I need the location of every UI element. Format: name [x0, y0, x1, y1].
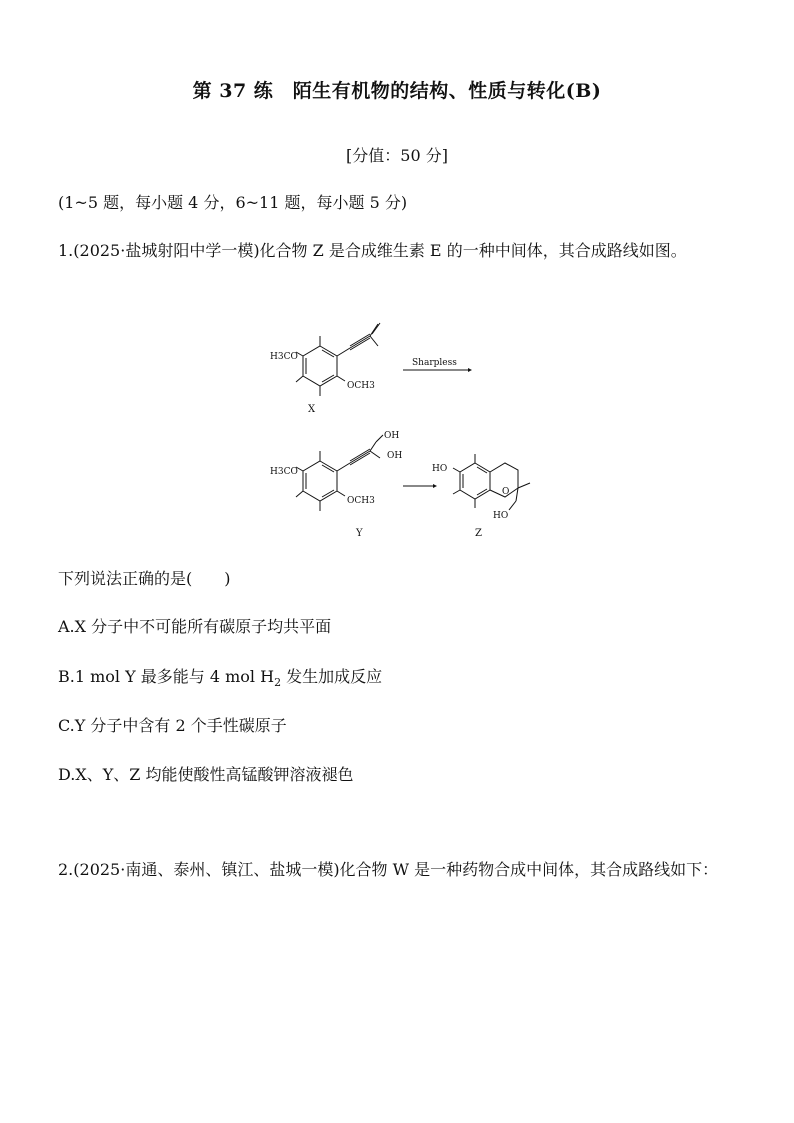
scoring-rule: (1~5 题，每小题 4 分，6~11 题，每小题 5 分) [58, 193, 408, 212]
z-hydroxyl-alcohol: HO [493, 511, 509, 521]
question-2-stem: 2.(2025·南通、泰州、镇江、盐城一模)化合物 W 是一种药物合成中间体，其合成路线如下： [58, 860, 719, 879]
x-methoxy-left: H3CO [270, 352, 298, 362]
z-ring-oxygen: O [502, 487, 510, 497]
arrow-head-2 [433, 484, 437, 488]
compound-z-label: Z [475, 528, 482, 539]
option-a: A.X 分子中不可能所有碳原子均共平面 [58, 617, 332, 636]
option-d: D.X、Y、Z 均能使酸性高锰酸钾溶液褪色 [58, 765, 354, 784]
option-b-text: B.1 mol Y 最多能与 4 mol H [58, 667, 275, 686]
y-methoxy-left: H3CO [270, 467, 298, 477]
question-1-prompt: 下列说法正确的是( ) [58, 569, 231, 588]
reagent-label: Sharpless [412, 358, 457, 368]
option-b-tail: 发生加成反应 [281, 667, 383, 686]
y-hydroxyl-mid: OH [387, 451, 403, 461]
x-methoxy-right: OCH3 [347, 381, 375, 391]
y-methoxy-right: OCH3 [347, 496, 375, 506]
option-b [58, 660, 382, 700]
synthesis-scheme [250, 318, 550, 548]
question-1-stem: 1.(2025·盐城射阳中学一模)化合物 Z 是合成维生素 E 的一种中间体，其合成路线如图。 [58, 241, 687, 260]
arrow-head-1 [468, 368, 472, 372]
compound-y-label: Y [356, 528, 363, 539]
page-title: 第 37 练 陌生有机物的结构、性质与转化(B) [192, 80, 602, 102]
option-b-subscript: 2 [274, 676, 282, 690]
compound-z-structure [453, 454, 530, 510]
compound-x-label: X [308, 404, 316, 415]
z-hydroxyl-phenol: HO [432, 464, 448, 474]
option-c: C.Y 分子中含有 2 个手性碳原子 [58, 716, 287, 735]
score-note: [分值：50 分] [346, 146, 448, 165]
y-hydroxyl-top: OH [384, 431, 400, 441]
